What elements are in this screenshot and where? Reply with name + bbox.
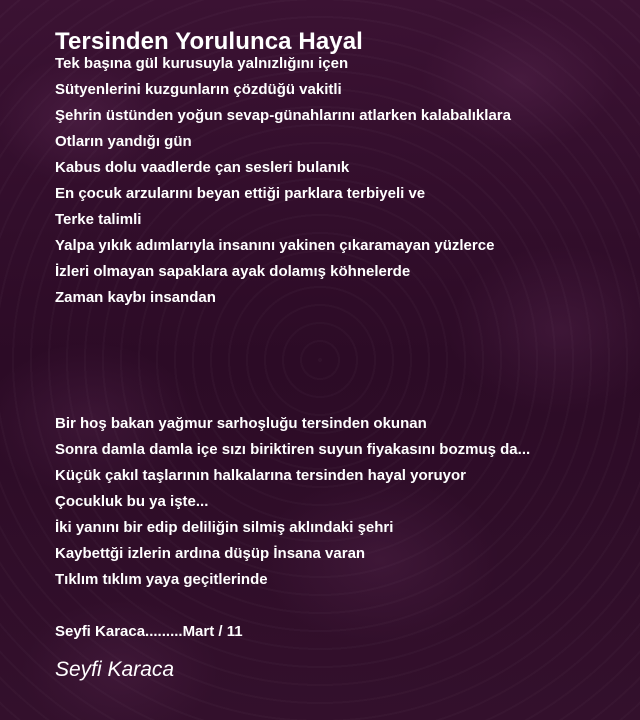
poem-line: Bir hoş bakan yağmur sarhoşluğu tersinden okunan xyxy=(55,415,427,432)
poem-signature: Seyfi Karaca.........Mart / 11 xyxy=(55,623,243,640)
poem-line: Şehrin üstünden yoğun sevap-günahlarını atlarken kalabalıklara xyxy=(55,107,511,124)
poem-line: Kabus dolu vaadlerde çan sesleri bulanık xyxy=(55,159,350,176)
poem-line: İki yanını bir edip deliliğin silmiş aklındaki şehri xyxy=(55,519,394,536)
poem-line: Tıklım tıklım yaya geçitlerinde xyxy=(55,571,268,588)
stanza-1 xyxy=(55,51,511,311)
poem-line: Zaman kaybı insandan xyxy=(55,289,216,306)
poem-line: Tek başına gül kurusuyla yalnızlığını içen xyxy=(55,55,349,72)
poem-line: Yalpa yıkık adımlarıyla insanını yakinen çıkaramayan yüzlerce xyxy=(55,237,495,254)
poem-line: Kaybettği izlerin ardına düşüp İnsana varan xyxy=(55,545,366,562)
poem-line: Küçük çakıl taşlarının halkalarına tersinden hayal yoruyor xyxy=(55,467,466,484)
author-name: Seyfi Karaca xyxy=(55,658,175,681)
poem-line: Çocukluk bu ya işte... xyxy=(55,493,209,510)
poem-line: İzleri olmayan sapaklara ayak dolamış köhnelerde xyxy=(55,263,411,280)
poem-line: Sütyenlerini kuzgunların çözdüğü vakitli xyxy=(55,81,342,98)
poem-title: Tersinden Yorulunca Hayal xyxy=(55,28,363,56)
poem-line: Otların yandığı gün xyxy=(55,133,192,150)
poem-line: Sonra damla damla içe sızı biriktiren suyun fiyakasını bozmuş da... xyxy=(55,441,531,458)
poem-line: Terke talimli xyxy=(55,211,142,228)
poem-line: En çocuk arzularını beyan ettiği parklara terbiyeli ve xyxy=(55,185,426,202)
stanza-2 xyxy=(55,411,530,593)
